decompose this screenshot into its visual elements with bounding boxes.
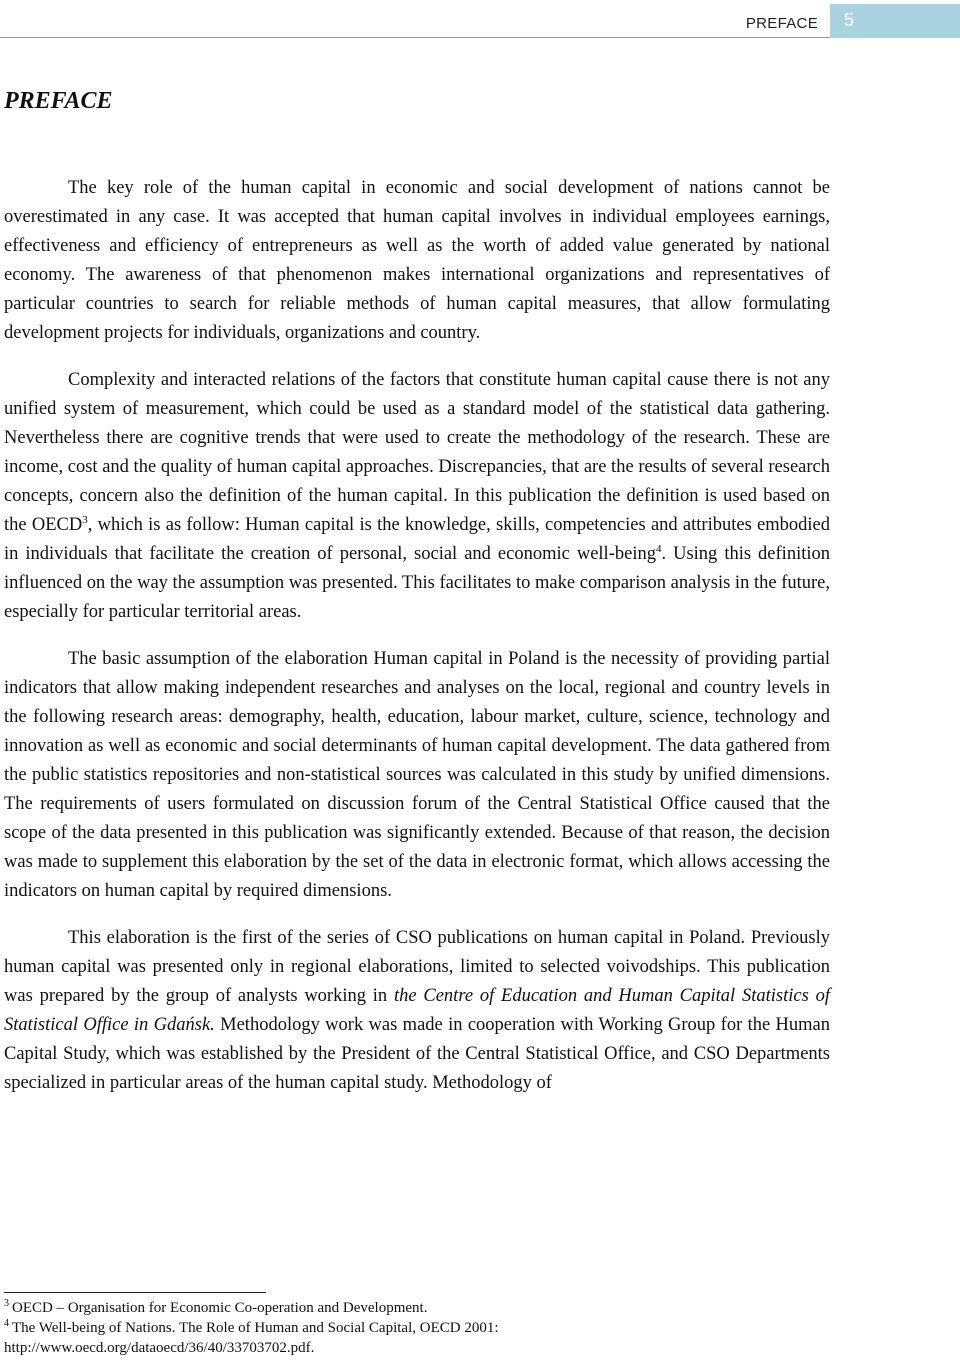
page-title: PREFACE	[4, 88, 113, 114]
page-number-box	[830, 4, 960, 38]
header-rule	[0, 37, 960, 38]
paragraph-4-italic: the Centre of Education and Human Capital Statistics of Statistical Office in Gdańsk.	[4, 986, 830, 1035]
running-head: PREFACE	[745, 15, 818, 32]
footnote-text: OECD – Organisation for Economic Co-operation and Development.	[12, 1300, 428, 1316]
paragraph-4-part-a: This elaboration is the first of the series of CSO publications on human capital in Poland. Previously human capital was presented only in regional elaborations, limited to selected voivodships. This publication was prepared by the group of analysts working in	[4, 928, 830, 1006]
paragraph-4-part-b: Methodology work was made in cooperation with Working Group for the Human Capital Study, which was established by the President of the Central Statistical Office, and CSO Departments specialized in particular areas of the human capital study. Methodology of	[4, 1015, 830, 1093]
paragraph-3: The basic assumption of the elaboration Human capital in Poland is the necessity of providing partial indicators that allow making independent researches and analyses on the local, regional and country levels in the following research areas: demography, health, education, labour market, culture, science, technology and innovation as well as economic and social determinants of human capital development. The data gathered from the public statistics repositories and non-statistical sources was calculated in this study by unified dimensions. The requirements of users formulated on discussion forum of the Central Statistical Office caused that the scope of the data presented in this publication was significantly extended. Because of that reason, the decision was made to supplement this elaboration by the set of the data in electronic format, which allows accessing the indicators on human capital by required dimensions.	[4, 649, 830, 901]
paragraph-1: The key role of the human capital in economic and social development of nations cannot be overestimated in any case. It was accepted that human capital involves in individual employees earnings, effectiveness and efficiency of entrepreneurs as well as the worth of added value generated by national economy. The awareness of that phenomenon makes international organizations and representatives of particular countries to search for reliable methods of human capital measures, that allow formulating development projects for individuals, organizations and country.	[4, 178, 830, 343]
page-number: 5	[844, 10, 855, 30]
footnote-url[interactable]: http://www.oecd.org/dataoecd/36/40/33703702.pdf.	[4, 1340, 315, 1356]
footnote-4	[4, 1318, 830, 1338]
footnote-number: 3	[4, 1298, 9, 1309]
footnote-ref-3[interactable]: 3	[82, 514, 88, 526]
body-text	[4, 174, 830, 1116]
footnote-rule	[4, 1292, 266, 1293]
footnote-text: The Well-being of Nations. The Role of Human and Social Capital, OECD 2001:	[12, 1320, 499, 1336]
paragraph-4	[4, 924, 830, 1098]
paragraph-2	[4, 366, 830, 627]
paragraph-2-part-b: , which is as follow: Human capital is the knowledge, skills, competencies and attributes embodied in individuals that facilitate the creation of personal, social and economic well-being	[4, 515, 831, 564]
footnote-number: 4	[4, 1318, 9, 1329]
footnote-ref-4[interactable]: 4	[655, 543, 662, 555]
paragraph-2-part-c: . Using this definition influenced on the way the assumption was presented. This facilitates to make comparison analysis in the future, especially for particular territorial areas.	[4, 544, 830, 622]
footnotes	[4, 1298, 830, 1358]
footnote-3	[4, 1298, 830, 1318]
paragraph-2-part-a: Complexity and interacted relations of the factors that constitute human capital cause there is not any unified system of measurement, which could be used as a standard model of the statistical data gathering. Nevertheless there are cognitive trends that were used to create the methodology of the research. These are income, cost and the quality of human capital approaches. Discrepancies, that are the results of several research concepts, concern also the definition of the human capital. In this publication the definition is used based on the OECD	[4, 370, 830, 535]
